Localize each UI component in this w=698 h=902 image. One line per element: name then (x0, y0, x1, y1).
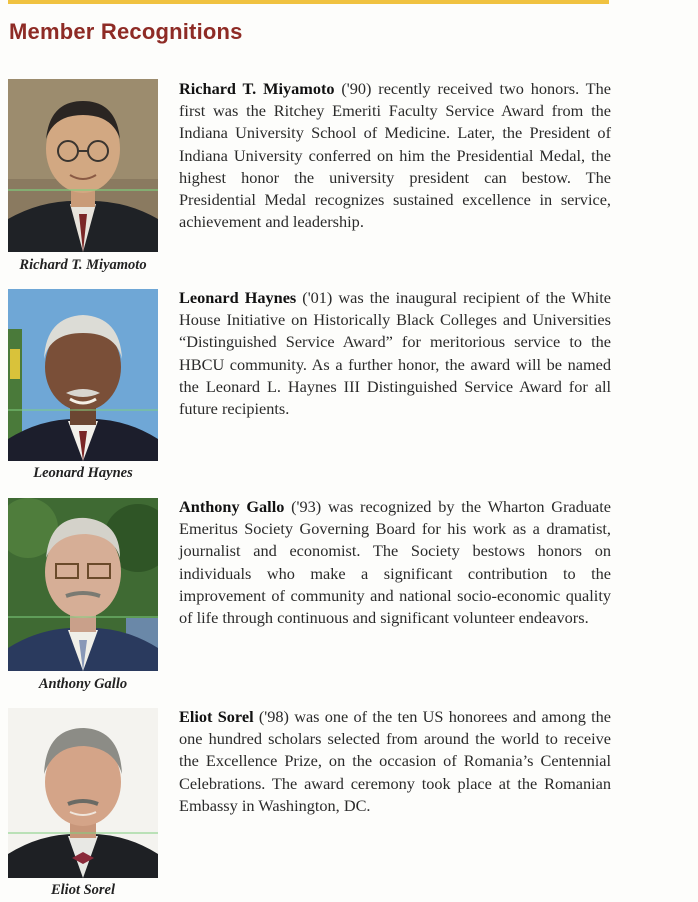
member-bio-text-miyamoto: recently received two honors. The first was the Ritchey Emeriti Faculty Service Award from the Indiana University School of Medicine. Later, the President of Indiana University conferred on him the Presidential Medal, the highest honor the university president can bestow. The Presidential Medal recognizes sustained excellence in service, achievement and leadership. (179, 79, 611, 232)
member-name-sorel: Eliot Sorel (179, 707, 254, 726)
member-bio-text-haynes: was the inaugural recipient of the White House Initiative on Historically Black Colleges and Universities “Distinguished Service Award” for meritorious service to the HBCU community. As a further honor, the award will be named the Leonard L. Haynes III Distinguished Service Award for all future recipients. (179, 288, 611, 419)
member-photo-miyamoto (8, 79, 158, 252)
member-caption-miyamoto: Richard T. Miyamoto (19, 257, 147, 273)
member-bio-text-sorel: was one of the ten US honorees and among the one hundred scholars selected from around the world to receive the Excellence Prize, on the occasion of Romania’s Centennial Celebrations. The award ceremony took place at the Romanian Embassy in Washington, DC. (179, 707, 611, 815)
member-year-haynes: ('01) (296, 288, 333, 307)
member-year-gallo: ('93) (284, 497, 322, 516)
member-name-haynes: Leonard Haynes (179, 288, 297, 307)
member-bio-sorel (179, 706, 611, 817)
member-name-miyamoto: Richard T. Miyamoto (179, 79, 335, 98)
member-bio-gallo (179, 496, 611, 629)
member-caption-gallo: Anthony Gallo (38, 676, 128, 692)
member-year-miyamoto: ('90) (334, 79, 372, 98)
member-bio-text-gallo: was recognized by the Wharton Graduate Emeritus Society Governing Board for his work as a dramatist, journalist and economist. The Society bestows honors on individuals who make a significant contribution to the improvement of community and national socio-economic quality of life through continuous and significant volunteer endeavors. (179, 497, 611, 628)
top-accent-rule (8, 0, 609, 4)
member-photo-sorel (8, 708, 158, 878)
member-bio-miyamoto (179, 78, 611, 233)
member-bio-haynes (179, 287, 611, 420)
section-title: Member Recognitions (9, 19, 243, 44)
member-name-gallo: Anthony Gallo (179, 497, 285, 516)
member-caption-haynes: Leonard Haynes (33, 465, 133, 481)
member-year-sorel: ('98) (253, 707, 289, 726)
member-photo-gallo (8, 498, 158, 671)
member-photo-haynes (8, 289, 158, 461)
member-caption-sorel: Eliot Sorel (50, 882, 116, 898)
